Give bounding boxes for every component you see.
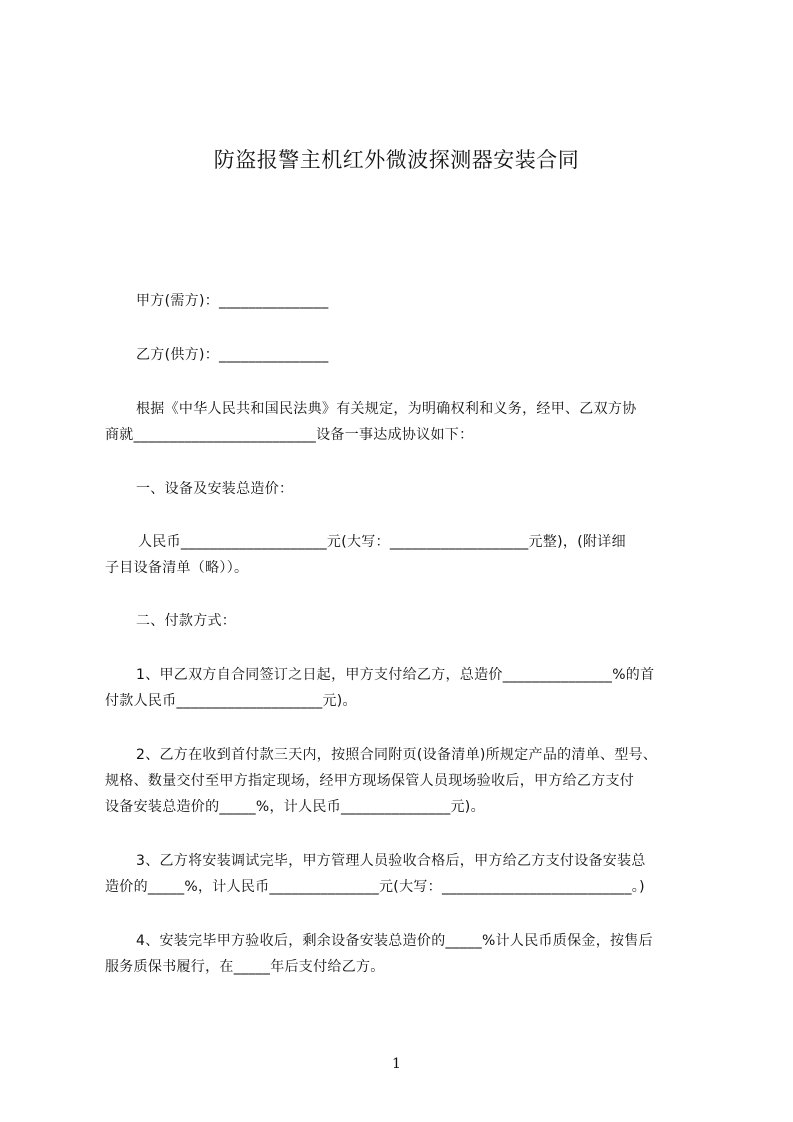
section-2-heading: 二、付款方式： — [136, 613, 237, 629]
intro-line-1: 根据《中华人民共和国民法典》有关规定，为明确权利和义务，经甲、乙双方协 — [136, 401, 637, 417]
clause-3-line-1: 3、乙方将安装调试完毕，甲方管理人员验收合格后，甲方给乙方支付设备安装总 — [136, 853, 646, 869]
clause-2-line-1: 2、乙方在收到首付款三天内，按照合同附页(设备清单)所规定产品的清单、型号、 — [136, 747, 658, 763]
clause-2-line-2: 规格、数量交付至甲方指定现场，经甲方现场保管人员现场验收后，甲方给乙方支付 — [105, 773, 635, 789]
section-1-heading: 一、设备及安装总造价： — [136, 481, 294, 497]
clause-3-line-2: 造价的_____%，计人民币_______________元(大写：__________________________。) — [105, 879, 645, 895]
clause-2-line-3: 设备安装总造价的_____%，计人民币_______________元)。 — [105, 799, 485, 815]
page-number: 1 — [392, 1056, 401, 1072]
section-1-line-2: 子目设备清单（略））。 — [105, 560, 249, 576]
clause-4-line-1: 4、安装完毕甲方验收后，剩余设备安装总造价的_____%计人民币质保金，按售后 — [136, 933, 653, 949]
party-a-line: 甲方(需方)：_______________ — [136, 293, 329, 309]
clause-1-line-1: 1、甲乙双方自合同签订之日起，甲方支付给乙方，总造价_______________%的首 — [136, 667, 655, 683]
clause-4-line-2: 服务质保书履行，在_____年后支付给乙方。 — [105, 959, 385, 975]
party-b-line: 乙方(供方)：_______________ — [136, 347, 329, 363]
section-1-line-1: 人民币____________________元(大写：___________________元整)，(附详细 — [138, 534, 626, 550]
clause-1-line-2: 付款人民币____________________元)。 — [105, 693, 357, 709]
page-title: 防盗报警主机红外微波探测器安装合同 — [213, 148, 580, 172]
intro-line-2: 商就_________________________设备一事达成协议如下： — [105, 427, 474, 443]
